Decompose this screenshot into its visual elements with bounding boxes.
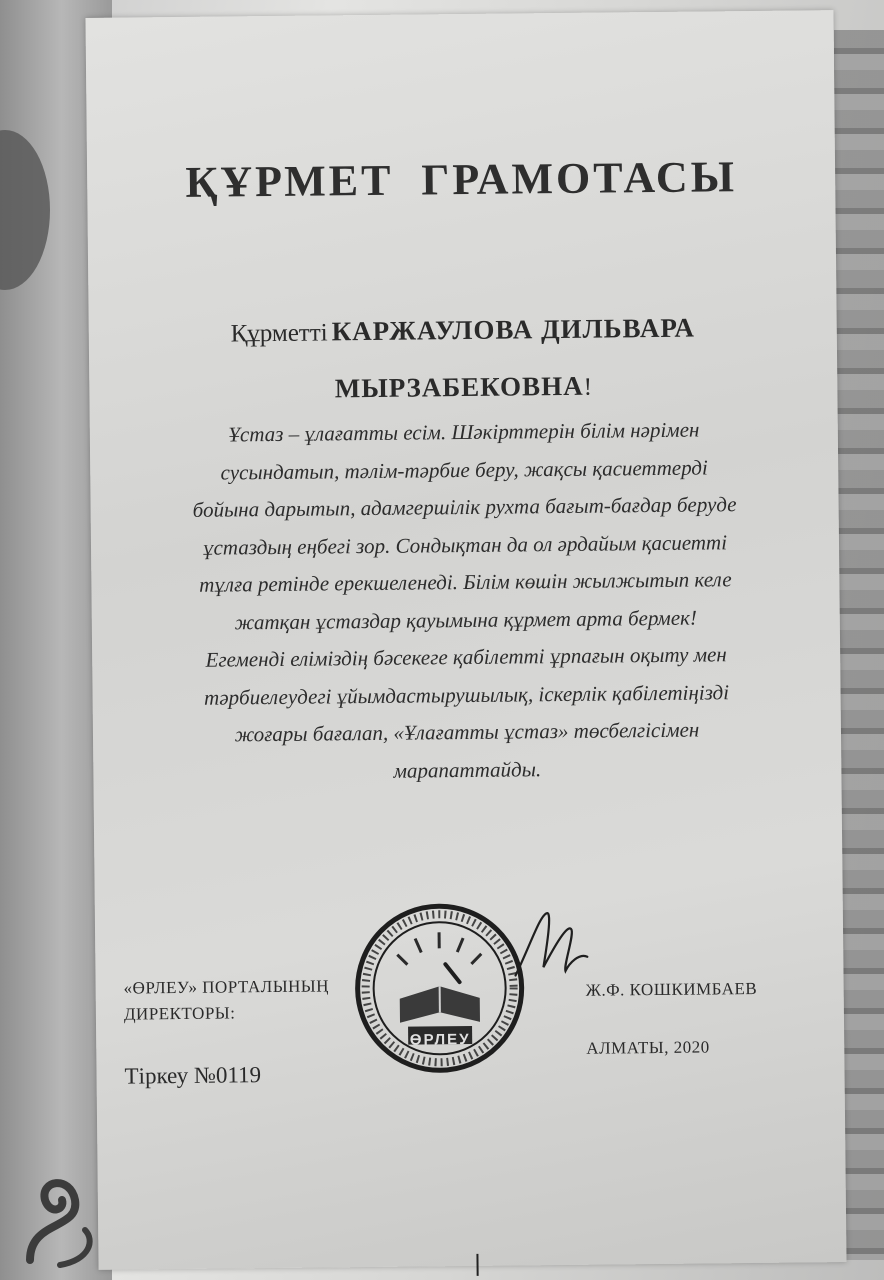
body-line: Егеменді еліміздің бәсекеге қабілетті ұрпағын оқыту мен xyxy=(205,642,727,672)
certificate-page xyxy=(85,10,846,1270)
body-line: бойына дарытып, адамгершілік рухта бағыт-бағдар беруде xyxy=(192,492,737,522)
body-line: жатқан ұстаздар қауымына құрмет арта бермек! xyxy=(234,605,698,634)
body-line: сусындатып, тәлім-тәрбие беру, жақсы қасиеттерді xyxy=(220,454,708,485)
portal-director-label xyxy=(123,973,329,1027)
place-and-year: АЛМАТЫ, 2020 xyxy=(586,1037,710,1058)
body-line: жоғары бағалап, «Ұлағатты ұстаз» төсбелгісімен xyxy=(234,717,700,747)
body-line: тұлға ретінде ерекшеленеді. Білім көшін жылжытып келе xyxy=(199,567,732,597)
body-line: ұстаздың еңбегі зор. Сондықтан да ол әрдайым қасиетті xyxy=(202,529,728,560)
director-signature xyxy=(505,905,596,996)
body-line: марапаттайды. xyxy=(393,756,542,783)
bottom-mark xyxy=(476,1254,478,1276)
director-title: ДИРЕКТОРЫ: xyxy=(123,1003,236,1024)
seal-text: ӨРЛЕУ xyxy=(409,1030,471,1049)
certificate-body xyxy=(120,410,812,792)
greeting-lead: Құрметті xyxy=(230,319,328,348)
orleu-seal-icon xyxy=(353,901,527,1075)
body-line: тәрбиелеудегі ұйымдастырушылық, іскерлік қабілетіңізді xyxy=(203,679,730,710)
body-line: Ұстаз – ұлағатты есім. Шәкірттерін білім нәрімен xyxy=(228,417,700,447)
recipient-name-line2: МЫРЗАБЕКОВНА xyxy=(334,370,584,404)
ornament-circle xyxy=(0,130,50,290)
registration-number: Тіркеу №0119 xyxy=(124,1062,262,1089)
portal-name: «ӨРЛЕУ» ПОРТАЛЫНЫҢ xyxy=(123,976,330,998)
certificate-title: ҚҰРМЕТ ГРАМОТАСЫ xyxy=(185,152,738,207)
director-name: Ж.Ф. КОШКИМБАЕВ xyxy=(585,978,758,1000)
recipient-name-line1: КАРЖАУЛОВА ДИЛЬВАРА xyxy=(331,312,696,347)
recipient-greeting xyxy=(128,301,797,422)
ornament-curl-icon xyxy=(20,1160,100,1270)
greeting-exclamation: ! xyxy=(583,373,593,401)
